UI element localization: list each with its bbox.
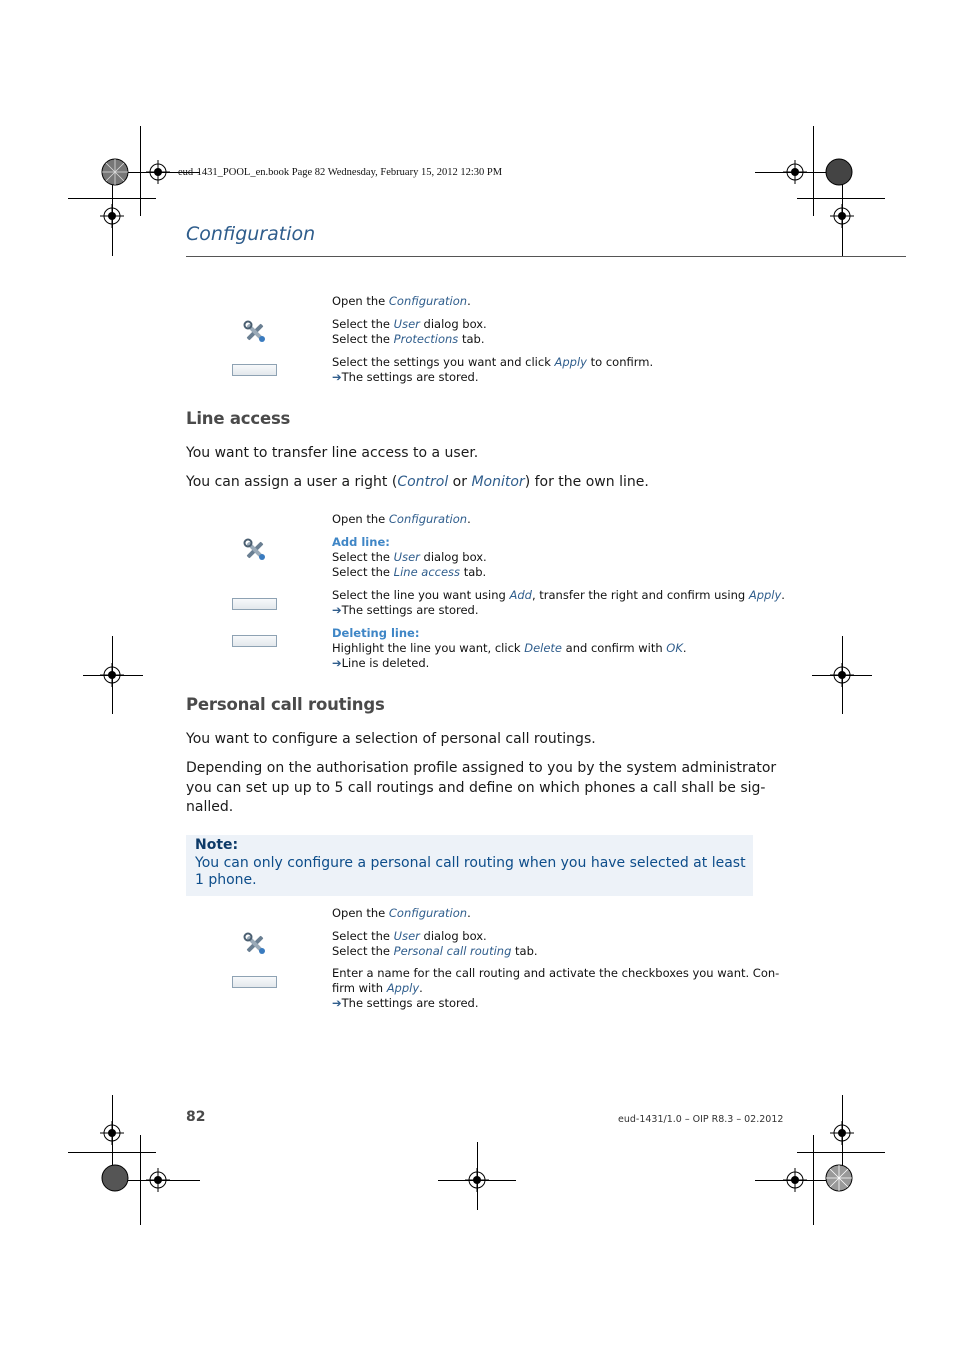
- apply-button-image: [232, 598, 277, 610]
- registration-mark: [465, 1168, 489, 1192]
- registration-mark: [146, 160, 170, 184]
- step-open-configuration: Open the Configuration.: [332, 906, 471, 920]
- note-box: [186, 835, 753, 896]
- ok-button-image: [232, 635, 277, 647]
- step-select-user-personal-routing: Select the User dialog box. Select the Personal call routing tab.: [332, 929, 538, 959]
- step-open-configuration: Open the Configuration.: [332, 512, 471, 526]
- tools-icon: [243, 932, 267, 956]
- color-bar-disc: [101, 158, 129, 186]
- registration-mark: [830, 1121, 854, 1145]
- document-reference: eud-1431/1.0 – OIP R8.3 – 02.2012: [618, 1114, 784, 1125]
- step-open-configuration: Open the Configuration.: [332, 294, 471, 308]
- apply-button-image: [232, 976, 277, 988]
- registration-mark: [830, 204, 854, 228]
- registration-mark: [100, 663, 124, 687]
- result-arrow-icon: ➔: [332, 603, 342, 618]
- result-arrow-icon: ➔: [332, 656, 342, 671]
- tools-icon: [243, 320, 267, 344]
- note-heading: Note:: [195, 837, 239, 853]
- header-rule: [186, 256, 906, 257]
- color-bar-disc: [825, 158, 853, 186]
- subheading-deleting-line: Deleting line:: [332, 626, 420, 640]
- color-bar-disc: [101, 1164, 129, 1192]
- registration-mark: [830, 663, 854, 687]
- result-arrow-icon: ➔: [332, 996, 342, 1011]
- print-meta: eud-1431_POOL_en.book Page 82 Wednesday, February 15, 2012 12:30 PM: [178, 167, 503, 178]
- section-heading-personal-call-routings: Personal call routings: [186, 695, 385, 714]
- subheading-add-line: Add line:: [332, 535, 390, 549]
- paragraph: You want to configure a selection of personal call routings.: [186, 731, 596, 747]
- tools-icon: [243, 538, 267, 562]
- apply-button-image: [232, 364, 277, 376]
- paragraph-rights: You can assign a user a right (Control or Monitor) for the own line.: [186, 474, 649, 490]
- step-apply: Select the settings you want and click Apply to confirm. ➔The settings are stored.: [332, 355, 654, 385]
- page-number: 82: [186, 1109, 206, 1125]
- page-header-title: Configuration: [186, 223, 316, 245]
- registration-mark: [100, 204, 124, 228]
- registration-mark: [783, 160, 807, 184]
- result-arrow-icon: ➔: [332, 370, 342, 385]
- step-enter-name: Enter a name for the call routing and activate the checkboxes you want. Con- firm with Apply. ➔The settings are stored.: [332, 966, 780, 1011]
- note-text: You can only configure a personal call routing when you have selected at least 1 phone.: [195, 855, 746, 888]
- paragraph: You want to transfer line access to a user.: [186, 445, 479, 461]
- step-select-line: Select the line you want using Add, transfer the right and confirm using Apply. ➔The settings are stored.: [332, 588, 785, 618]
- section-heading-line-access: Line access: [186, 409, 291, 428]
- registration-mark: [146, 1168, 170, 1192]
- color-bar-disc: [825, 1164, 853, 1192]
- step-delete-line: Deleting line: Highlight the line you want, click Delete and confirm with OK. ➔Line is deleted.: [332, 626, 687, 671]
- paragraph-authorisation: Depending on the authorisation profile assigned to you by the system administrator you can set up up to 5 call routings and define on which phones a call shall be sig- nalled.: [186, 760, 777, 815]
- step-add-line: Add line: Select the User dialog box. Select the Line access tab.: [332, 535, 487, 580]
- step-select-user-protections: Select the User dialog box. Select the Protections tab.: [332, 317, 487, 347]
- registration-mark: [783, 1168, 807, 1192]
- registration-mark: [100, 1121, 124, 1145]
